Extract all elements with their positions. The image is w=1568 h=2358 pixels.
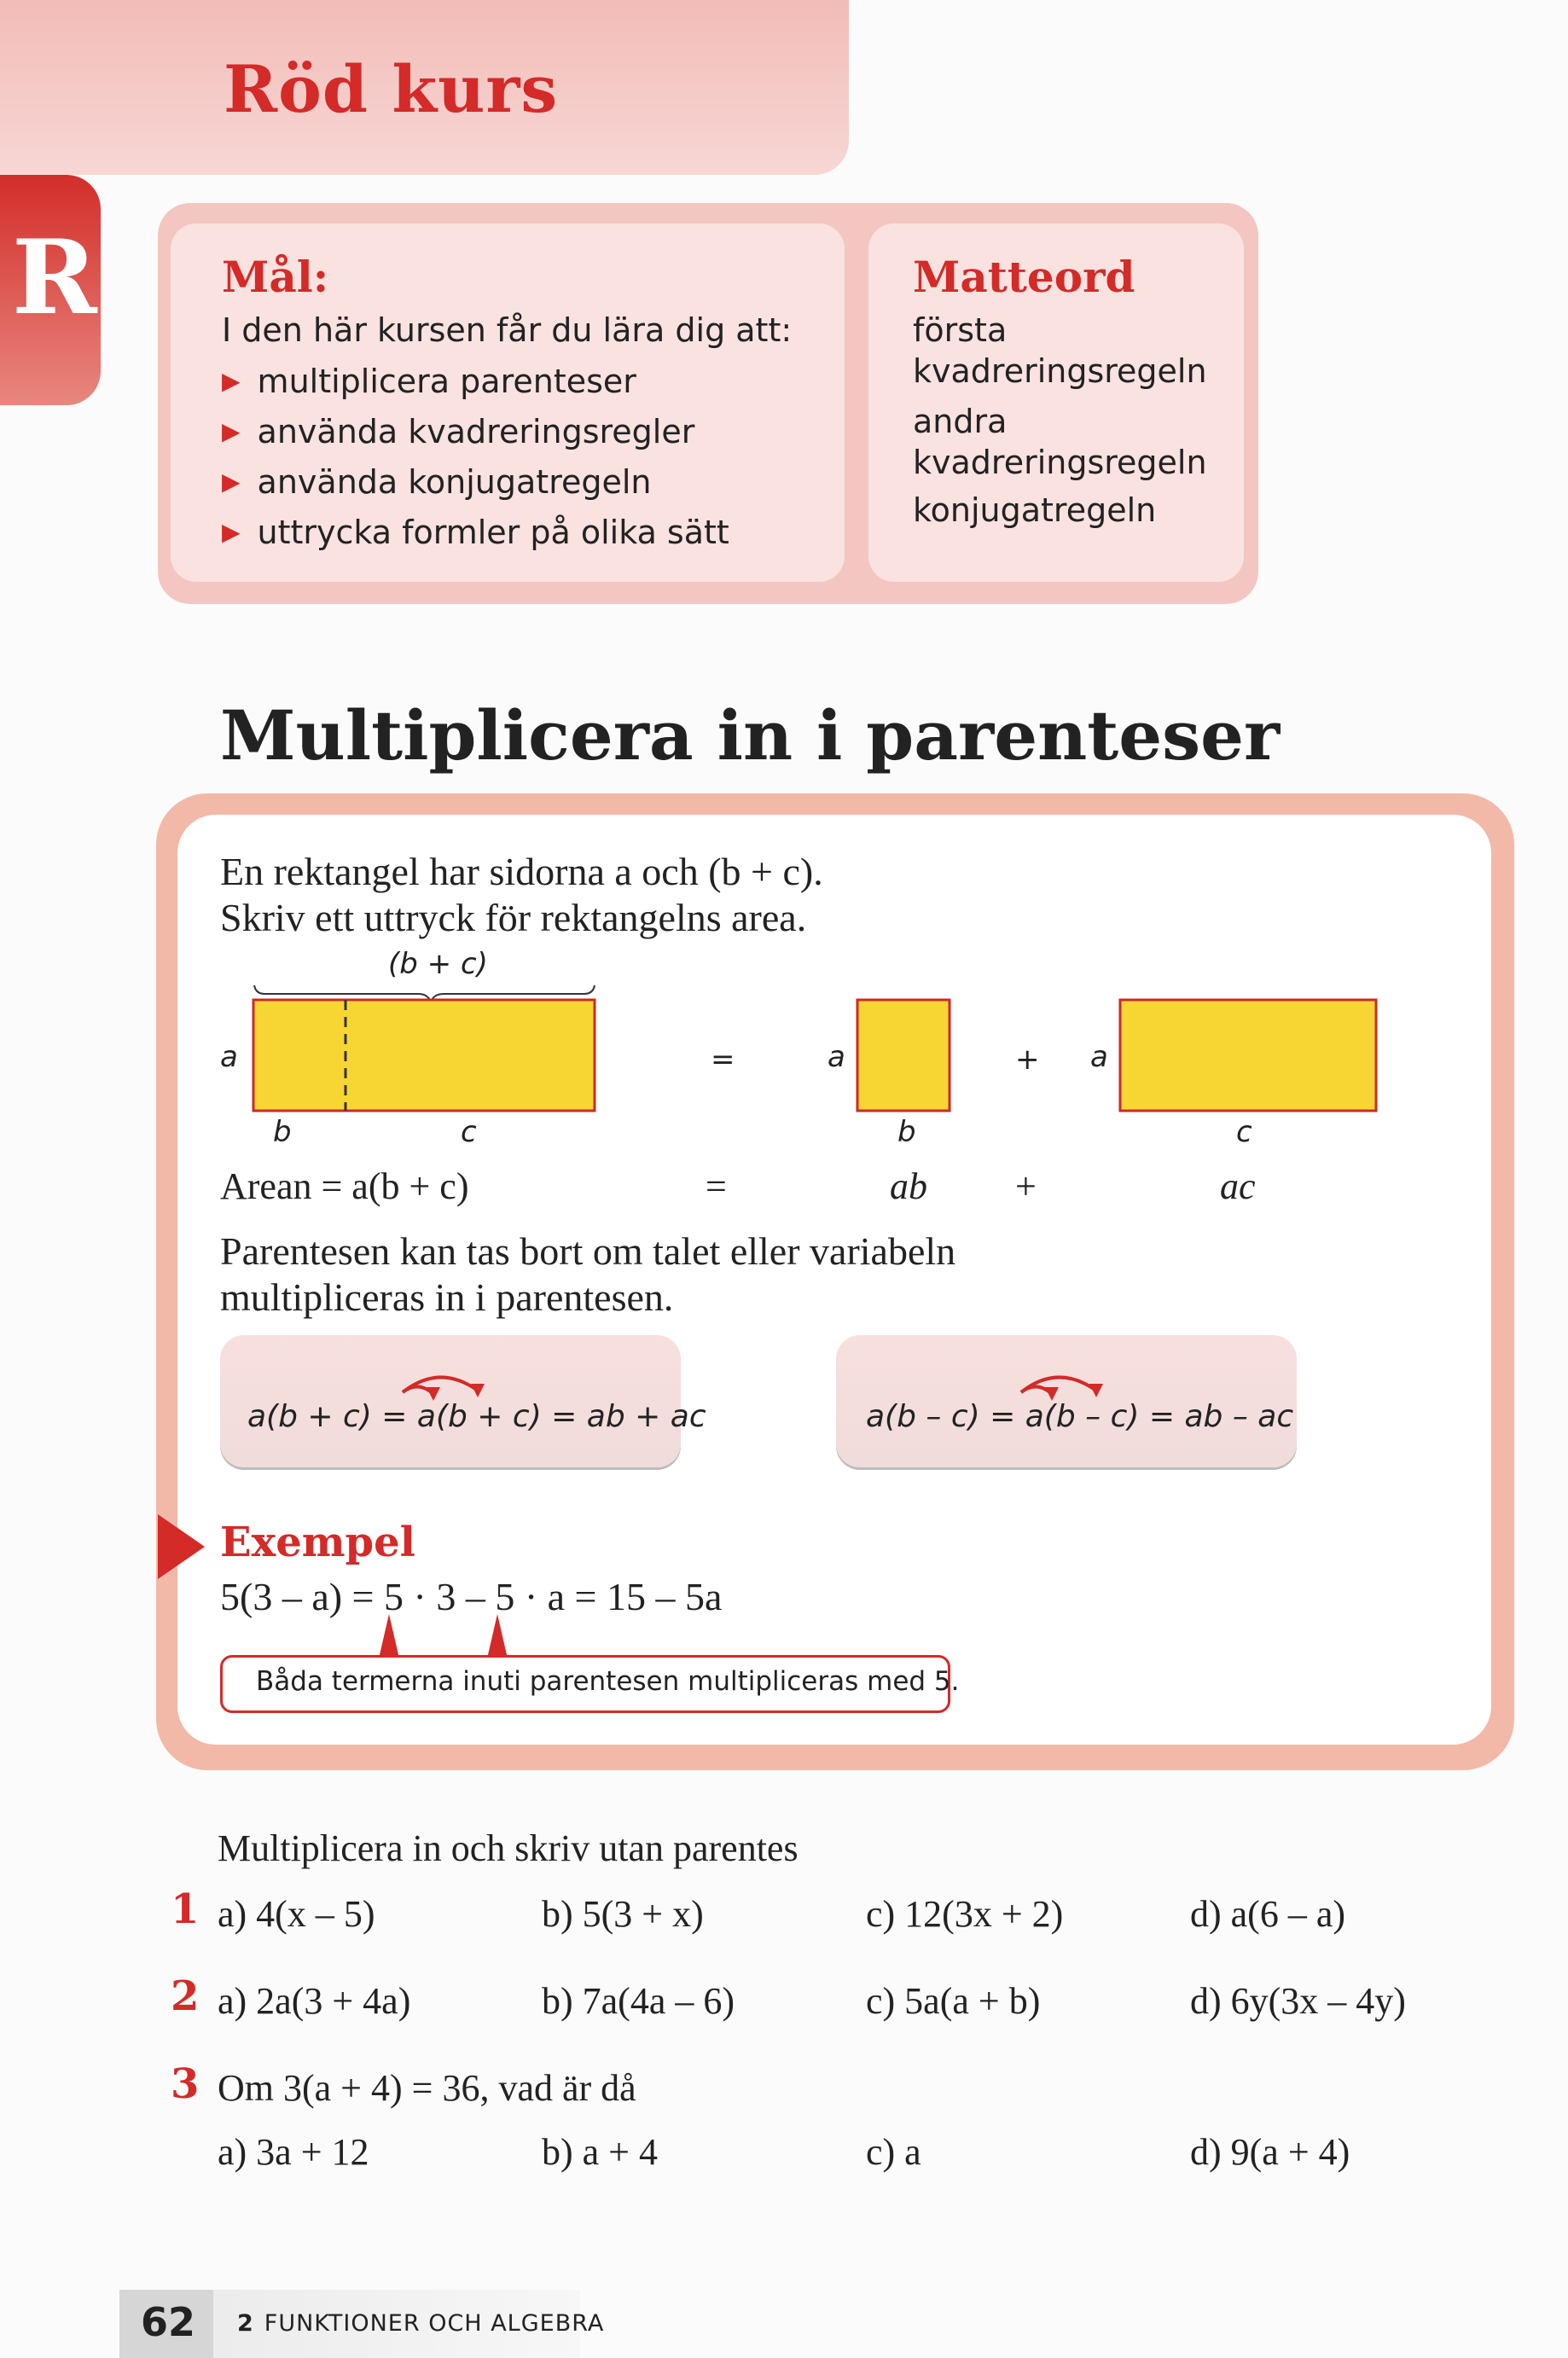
area-plus: + (1015, 1165, 1037, 1207)
exercise-number: 2 (171, 1972, 200, 2020)
math-word: första (913, 311, 1008, 349)
rectangle-bc (253, 1000, 595, 1111)
math-word: kvadreringsregeln (913, 352, 1207, 390)
exercise-part: b) a + 4 (542, 2131, 658, 2173)
area-expression: Arean = a(b + c) (220, 1165, 469, 1207)
explain-line: Parentesen kan tas bort om talet eller variabeln (220, 1229, 956, 1273)
pointer-arrow-icon (379, 1614, 399, 1658)
area-equals: = (706, 1165, 727, 1207)
exercise-part: a) 3a + 12 (218, 2131, 369, 2173)
math-words-heading: Matteord (913, 252, 1135, 302)
example-note: Båda termerna inuti parentesen multipliceras med 5. (256, 1666, 960, 1697)
theory-intro (220, 849, 1073, 941)
label-c: c (1236, 1115, 1252, 1149)
formula-sum: a(b + c) = a(b + c) = ab + ac (247, 1399, 706, 1434)
example-expression: 5(3 – a) = 5 · 3 – 5 · a = 15 – 5a (220, 1575, 723, 1618)
math-word: konjugatregeln (913, 491, 1157, 529)
exercise-question: Om 3(a + 4) = 36, vad är då (218, 2067, 636, 2109)
rectangle-ac (1120, 1000, 1376, 1111)
chapter-number: 2 (237, 2310, 254, 2337)
label-b: b (897, 1115, 916, 1149)
brace-label: (b + c) (388, 947, 488, 981)
term-ab: ab (890, 1165, 927, 1207)
exercise-part: b) 5(3 + x) (542, 1893, 704, 1935)
goal-item (222, 363, 636, 400)
math-word: kvadreringsregeln (913, 444, 1207, 481)
exercise-part: c) 12(3x + 2) (866, 1893, 1064, 1935)
intro-line: En rektangel har sidorna a och (b + c). (220, 850, 823, 893)
triangle-right-icon: ▶ (222, 417, 241, 445)
goal-item (222, 514, 729, 551)
exercise-part: c) a (866, 2131, 921, 2173)
math-word: andra (913, 403, 1008, 440)
exercise-number: 3 (171, 2060, 200, 2108)
intro-line: Skriv ett uttryck för rektangelns area. (220, 896, 807, 939)
chapter-label (237, 2310, 604, 2337)
explain-line: multipliceras in i parentesen. (220, 1275, 674, 1319)
triangle-right-icon (158, 1514, 205, 1579)
exercise-part: d) a(6 – a) (1190, 1893, 1346, 1935)
term-ac: ac (1220, 1165, 1256, 1207)
example-heading: Exempel (220, 1519, 415, 1566)
goal-item (222, 413, 694, 450)
label-b: b (273, 1115, 292, 1149)
chapter-title: FUNKTIONER OCH ALGEBRA (264, 2310, 605, 2337)
page-number: 62 (141, 2299, 196, 2345)
exercise-intro: Multiplicera in och skriv utan parentes (218, 1827, 799, 1869)
plus-sign: + (1015, 1043, 1040, 1077)
formula-difference: a(b – c) = a(b – c) = ab – ac (866, 1399, 1294, 1434)
course-title: Röd kurs (224, 51, 559, 127)
goal-item-label: multiplicera parenteser (257, 363, 636, 400)
exercise-part: d) 9(a + 4) (1190, 2131, 1350, 2173)
exercise-part: c) 5a(a + b) (866, 1980, 1041, 2022)
exercise-part: a) 2a(3 + 4a) (218, 1980, 411, 2022)
triangle-right-icon: ▶ (222, 367, 241, 395)
equals-sign: = (711, 1043, 735, 1077)
goals-heading: Mål: (222, 252, 329, 302)
label-c: c (461, 1115, 477, 1149)
side-a-label: a (828, 1040, 845, 1074)
section-title: Multiplicera in i parenteser (220, 695, 1281, 775)
goal-item-label: använda konjugatregeln (257, 463, 652, 501)
triangle-right-icon: ▶ (222, 518, 241, 546)
rectangle-ab (857, 1000, 950, 1111)
course-letter: R (12, 218, 97, 338)
exercise-number: 1 (171, 1885, 200, 1933)
exercise-part: d) 6y(3x – 4y) (1190, 1980, 1406, 2022)
area-diagram (205, 943, 1399, 1228)
goal-item-label: använda kvadreringsregler (257, 413, 695, 450)
theory-explanation (220, 1228, 1159, 1321)
goal-item (222, 463, 652, 501)
exercise-part: b) 7a(4a – 6) (542, 1980, 735, 2022)
goal-item-label: uttrycka formler på olika sätt (257, 514, 729, 551)
exercise-part: a) 4(x – 5) (218, 1893, 375, 1935)
goals-intro: I den här kursen får du lära dig att: (222, 311, 793, 349)
side-a-label: a (1090, 1040, 1108, 1074)
pointer-arrow-icon (487, 1614, 508, 1658)
triangle-right-icon: ▶ (222, 468, 241, 496)
side-a-label: a (220, 1040, 238, 1074)
